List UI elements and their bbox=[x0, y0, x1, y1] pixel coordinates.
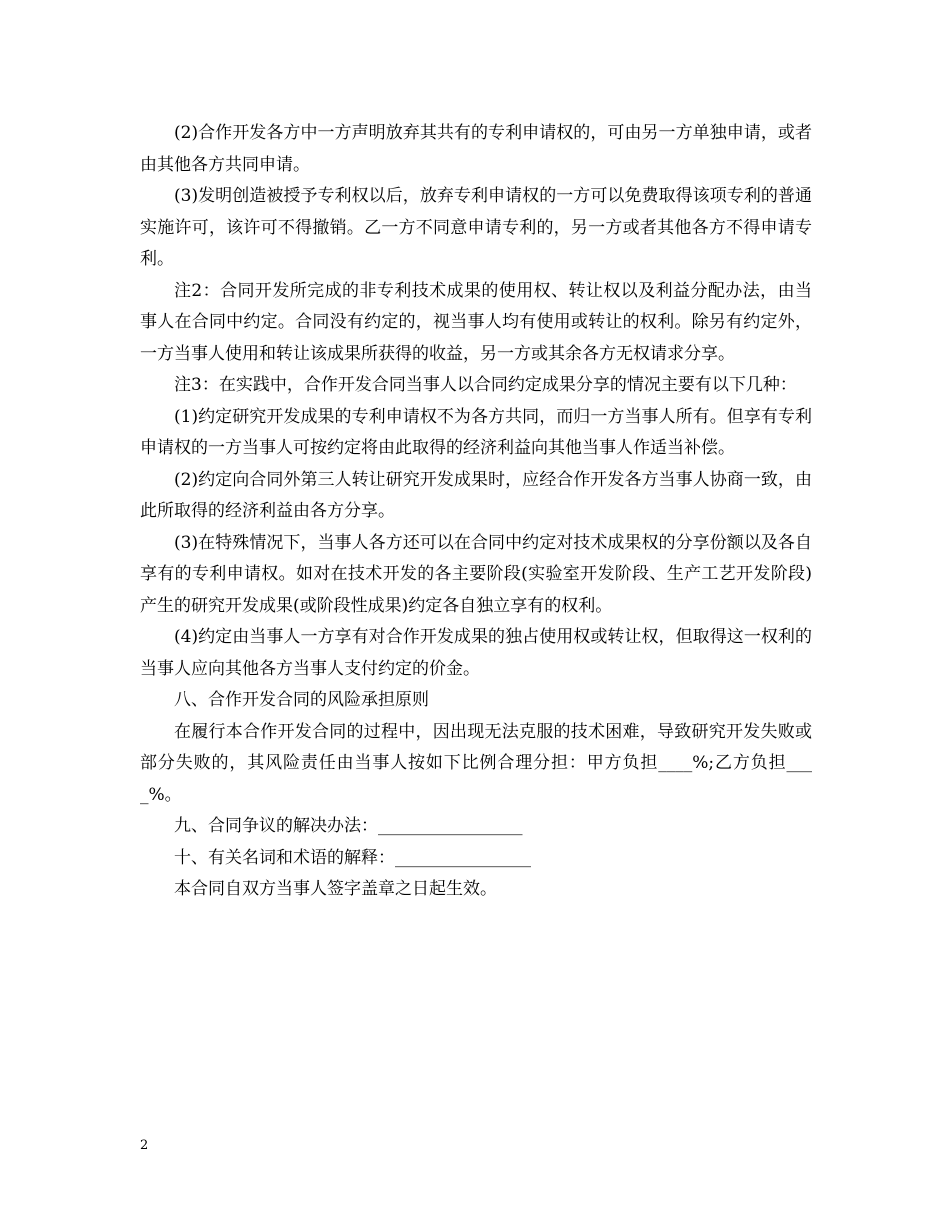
section-terms-definition: 十、有关名词和术语的解释：________________ bbox=[174, 847, 531, 868]
paragraph-risk-allocation: 在履行本合作开发合同的过程中，因出现无法克服的技术困难，导致研究开发失败或部分失败的，其风险责任由当事人按如下比例合理分担：甲方负担____%;乙方负担____%。 bbox=[140, 721, 812, 805]
paragraph-effective-clause: 本合同自双方当事人签字盖章之日起生效。 bbox=[174, 879, 497, 899]
paragraph-note-3: 注3：在实践中，合作开发合同当事人以合同约定成果分享的情况主要有以下几种： bbox=[174, 375, 797, 395]
paragraph-patent-waiver: (2)合作开发各方中一方声明放弃其共有的专利申请权的，可由另一方单独申请，或者由其他各方共同申请。 bbox=[140, 123, 812, 175]
section-heading-risk: 八、合作开发合同的风险承担原则 bbox=[174, 690, 429, 710]
page-number: 2 bbox=[140, 1138, 149, 1153]
paragraph-note-2: 注2：合同开发所完成的非专利技术成果的使用权、转让权以及利益分配办法，由当事人在合同中约定。合同没有约定的，视当事人均有使用或转让的权利。除另有约定外，一方当事人使用和转让该成果所获得的收益，另一方或其余各方无权请求分享。 bbox=[140, 280, 812, 364]
paragraph-patent-license: (3)发明创造被授予专利权以后，放弃专利申请权的一方可以免费取得该项专利的普通实施许可，该许可不得撤销。乙一方不同意申请专利的，另一方或者其他各方不得申请专利。 bbox=[140, 186, 812, 269]
paragraph-sharing-1: (1)约定研究开发成果的专利申请权不为各方共同，而归一方当事人所有。但享有专利申请权的一方当事人可按约定将由此取得的经济利益向其他当事人作适当补偿。 bbox=[140, 406, 812, 458]
paragraph-sharing-2: (2)约定向合同外第三人转让研究开发成果时，应经合作开发各方当事人协商一致，由此所取得的经济利益由各方分享。 bbox=[140, 469, 812, 521]
section-dispute-resolution: 九、合同争议的解决办法：_________________ bbox=[174, 816, 523, 836]
paragraph-sharing-3: (3)在特殊情况下，当事人各方还可以在合同中约定对技术成果权的分享份额以及各自享有的专利申请权。如对在技术开发的各主要阶段(实验室开发阶段、生产工艺开发阶段)产生的研究开发成果(或阶段性成果)约定各自独立享有的权利。 bbox=[140, 532, 812, 616]
document-body bbox=[140, 118, 812, 906]
paragraph-sharing-4: (4)约定由当事人一方享有对合作开发成果的独占使用权或转让权，但取得这一权利的当事人应向其他各方当事人支付约定的价金。 bbox=[140, 627, 812, 679]
